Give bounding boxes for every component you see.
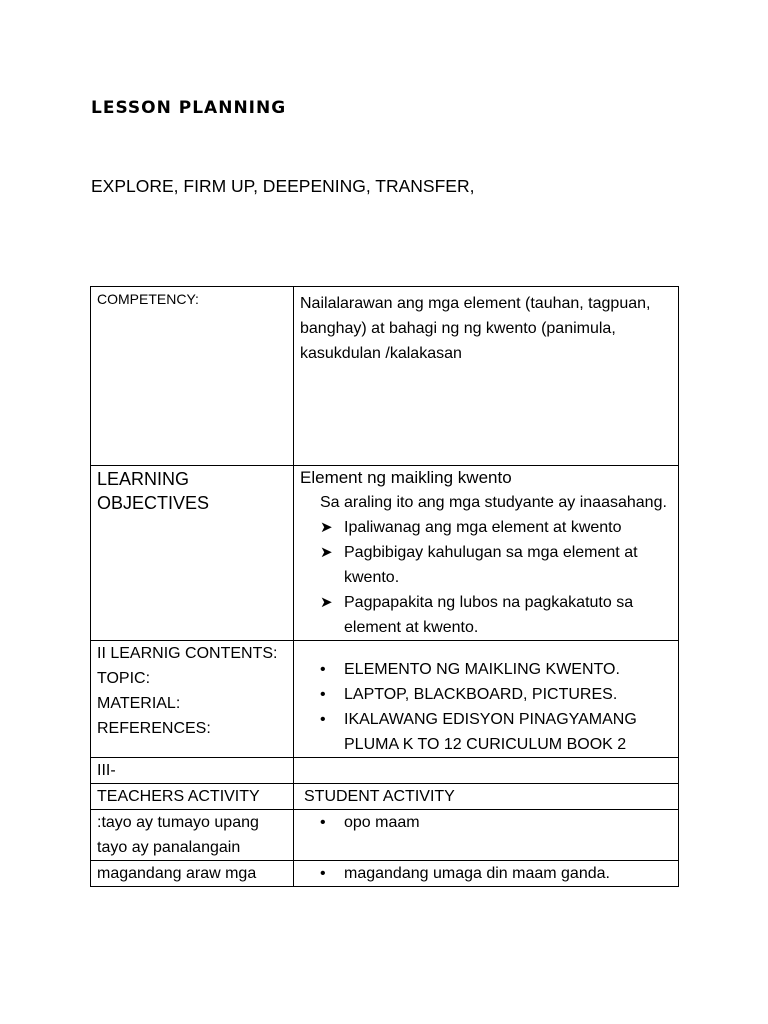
list-item <box>300 657 672 682</box>
content-text: IKALAWANG EDISYON PINAGYAMANG PLUMA K TO 12 CURICULUM BOOK 2 <box>344 711 637 753</box>
contents-label-line: MATERIAL: <box>97 695 181 712</box>
arrow-bullet-icon: ➤ <box>320 594 333 611</box>
list-item <box>300 682 672 707</box>
contents-label-line: TOPIC: <box>97 670 151 687</box>
student-activity-list <box>300 861 672 886</box>
competency-text-cell <box>294 287 679 466</box>
objectives-label <box>97 466 287 515</box>
student-activity-list <box>300 810 672 835</box>
bullet-dot-icon: • <box>320 661 326 678</box>
competency-label-cell <box>91 287 294 466</box>
page-title: LESSON PLANNING <box>91 98 287 118</box>
objectives-label-cell <box>91 466 294 641</box>
bullet-dot-icon: • <box>320 686 326 703</box>
objectives-intro: Sa araling ito ang mga studyante ay inaasahang. <box>320 494 667 511</box>
student-header-cell <box>294 784 679 810</box>
list-item <box>300 590 672 640</box>
objectives-label-line: OBJECTIVES <box>97 493 210 513</box>
contents-label-cell <box>91 641 294 758</box>
list-item <box>300 810 672 835</box>
objectives-heading: Element ng maikling kwento <box>300 468 512 487</box>
competency-label: COMPETENCY: <box>97 291 199 307</box>
student-activity-header: STUDENT ACTIVITY <box>304 788 455 805</box>
lesson-plan-table <box>90 286 679 887</box>
section-three-right-cell <box>294 758 679 784</box>
teacher-header-cell <box>91 784 294 810</box>
list-item <box>300 515 672 540</box>
teacher-activity-text: magandang araw mga <box>97 865 257 882</box>
bullet-dot-icon: • <box>320 814 326 831</box>
objective-text: Pagbibigay kahulugan sa mga element at kwento. <box>344 544 638 586</box>
student-activity-cell <box>294 861 679 887</box>
list-item <box>300 707 672 757</box>
contents-label-line: REFERENCES: <box>97 720 211 737</box>
student-activity-text: magandang umaga din maam ganda. <box>344 865 610 882</box>
content-text: ELEMENTO NG MAIKLING KWENTO. <box>344 661 620 678</box>
table-row <box>91 861 679 887</box>
page-subtitle: EXPLORE, FIRM UP, DEEPENING, TRANSFER, <box>91 176 475 196</box>
teacher-activity-header: TEACHERS ACTIVITY <box>97 788 260 805</box>
competency-text: Nailalarawan ang mga element (tauhan, tagpuan, banghay) at bahagi ng ng kwento (panimula, kasukdulan /kalakasan <box>300 295 651 362</box>
contents-label-line: II LEARNIG CONTENTS: <box>97 645 278 662</box>
teacher-activity-cell <box>91 810 294 861</box>
student-activity-cell <box>294 810 679 861</box>
student-activity-text: opo maam <box>344 814 420 831</box>
objectives-row <box>91 466 679 641</box>
objective-text: Pagpapakita ng lubos na pagkakatuto sa element at kwento. <box>344 594 634 636</box>
contents-row <box>91 641 679 758</box>
contents-list <box>300 641 672 757</box>
arrow-bullet-icon: ➤ <box>320 519 333 536</box>
contents-list-cell <box>294 641 679 758</box>
bullet-dot-icon: • <box>320 865 326 882</box>
objective-text: Ipaliwanag ang mga element at kwento <box>344 519 622 536</box>
bullet-dot-icon: • <box>320 711 326 728</box>
list-item <box>300 540 672 590</box>
arrow-bullet-icon: ➤ <box>320 544 333 561</box>
objectives-label-line: LEARNING <box>97 469 190 489</box>
content-text: LAPTOP, BLACKBOARD, PICTURES. <box>344 686 618 703</box>
teacher-activity-text: :tayo ay tumayo upang tayo ay panalangain <box>97 814 259 856</box>
section-three-label-cell <box>91 758 294 784</box>
objectives-list <box>300 515 672 640</box>
teacher-activity-cell <box>91 861 294 887</box>
activity-header-row <box>91 784 679 810</box>
objectives-content-cell <box>294 466 679 641</box>
section-three-row <box>91 758 679 784</box>
competency-row <box>91 287 679 466</box>
table-row <box>91 810 679 861</box>
section-three-label: III- <box>97 762 116 779</box>
list-item <box>300 861 672 886</box>
